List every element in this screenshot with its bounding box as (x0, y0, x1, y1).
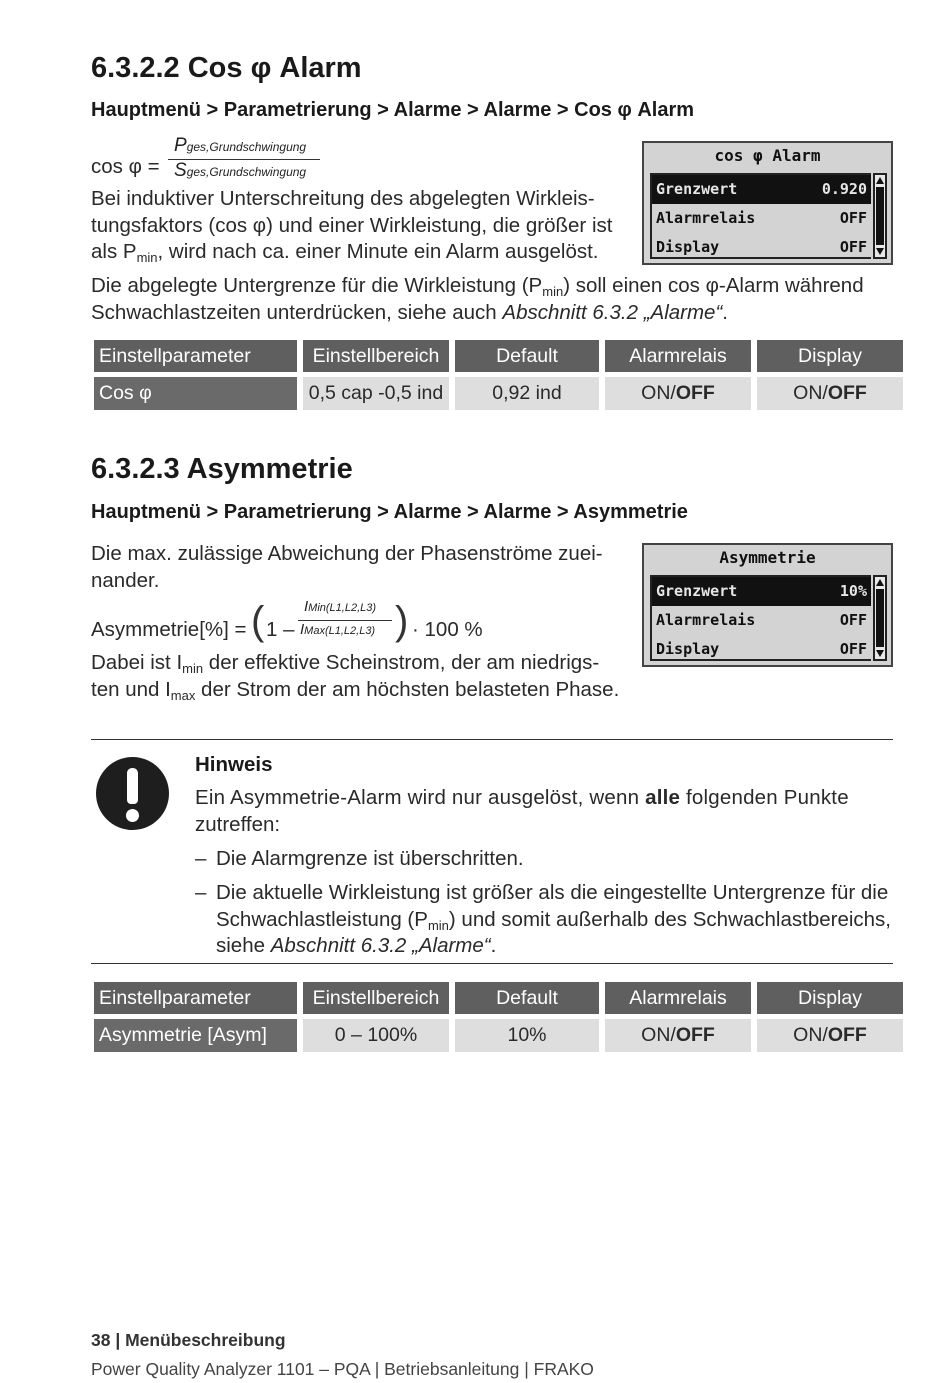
lcd-title: cos φ Alarm (714, 146, 821, 165)
col-header: Default (455, 982, 599, 1014)
text-span: ON/ (641, 382, 676, 404)
lcd-value: OFF (839, 640, 867, 658)
col-header: Einstellbereich (303, 340, 449, 372)
arrow-down-icon (876, 248, 884, 255)
cell-default: 10% (455, 1019, 599, 1052)
cell-range: 0 – 100% (303, 1019, 449, 1052)
note-text (195, 785, 895, 838)
text-line (216, 907, 896, 934)
text-line (91, 273, 896, 300)
col-header: Einstellparameter (94, 982, 297, 1014)
text-line (195, 785, 895, 812)
note-title: Hinweis (195, 753, 273, 776)
lcd-screen-asymmetrie (642, 543, 893, 667)
breadcrumb: Hauptmenü > Parametrierung > Alarme > Alarme > Cos φ Alarm (91, 99, 695, 121)
subscript: min (182, 661, 204, 676)
arrow-up-icon (876, 177, 884, 184)
lcd-label: Alarmrelais (656, 611, 756, 629)
text-span: OFF (827, 1024, 867, 1046)
text-span: OFF (675, 382, 715, 404)
text-span: . (722, 300, 728, 324)
cell-default: 0,92 ind (455, 377, 599, 410)
formula-denominator-sub: Max(L1,L2,L3) (304, 625, 376, 637)
text-span: Ein Asymmetrie-Alarm wird nur ausgelöst, wenn (195, 786, 646, 809)
text-line: nander. (91, 568, 160, 592)
text-span: der Strom der am höchsten belasteten Phase. (195, 677, 620, 701)
lcd-label: Grenzwert (656, 582, 738, 600)
lcd-value: OFF (839, 209, 867, 227)
formula-numerator: I (304, 598, 309, 615)
lcd-menu (650, 173, 871, 259)
lcd-row-alarmrelais (652, 606, 871, 635)
lcd-value: OFF (839, 611, 867, 629)
text-span: ON/ (793, 382, 828, 404)
formula-one-minus: 1 – (266, 618, 295, 641)
paragraph-asym-2 (91, 650, 651, 703)
col-header: Display (757, 982, 903, 1014)
text-span: folgenden Punkte (680, 786, 849, 809)
divider (91, 963, 893, 964)
text-span: ) und somit außerhalb des Schwachlastbereichs, (448, 907, 892, 931)
text-span: ON/ (641, 1024, 676, 1046)
text-line: Bei induktiver Unterschreitung des abgelegten Wirkleis- (91, 187, 595, 210)
col-header: Einstellbereich (303, 982, 449, 1014)
formula-numerator: P (174, 135, 187, 156)
list-bullet: – (195, 881, 207, 904)
cell-relay (605, 377, 751, 410)
lcd-value: 0.920 (821, 180, 867, 198)
lcd-label: Display (656, 238, 720, 256)
text-span: Die abgelegte Untergrenze für die Wirkleistung (P (91, 274, 543, 297)
subscript: min (542, 284, 564, 299)
lcd-row-alarmrelais (652, 204, 871, 233)
text-span: Schwachlastzeiten unterdrücken, siehe auch (91, 300, 503, 324)
arrow-up-icon (876, 579, 884, 586)
parameter-table-cos-phi (88, 340, 909, 410)
exclamation-icon (96, 757, 169, 830)
text-span: siehe (216, 934, 271, 957)
col-header: Default (455, 340, 599, 372)
text-line: zutreffen: (195, 812, 281, 836)
lcd-row-display (652, 233, 871, 262)
lcd-value: OFF (839, 238, 867, 256)
text-line (91, 650, 651, 677)
cell-display (757, 1019, 903, 1052)
text-line: Die aktuelle Wirkleistung ist größer als die eingestellte Untergrenze für die (216, 881, 889, 904)
text-span: OFF (827, 382, 867, 404)
lcd-scrollbar (873, 173, 887, 259)
list-item: Die Alarmgrenze ist überschritten. (216, 847, 524, 870)
lcd-scrollbar (873, 575, 887, 661)
lcd-menu (650, 575, 871, 661)
cell-display (757, 377, 903, 410)
breadcrumb: Hauptmenü > Parametrierung > Alarme > Alarme > Asymmetrie (91, 501, 688, 523)
lcd-row-grenzwert (652, 577, 871, 606)
cell-param: Asymmetrie [Asym] (94, 1019, 297, 1052)
subscript: min (427, 917, 449, 933)
lcd-screen-cos-phi (642, 141, 893, 265)
formula-rhs: · 100 % (412, 618, 483, 641)
cross-reference: Abschnitt 6.3.2 „Alarme“ (270, 934, 491, 957)
paragraph-asym-1 (91, 541, 631, 594)
lcd-label: Alarmrelais (656, 209, 756, 227)
cross-reference: Abschnitt 6.3.2 „Alarme“ (502, 300, 723, 324)
col-header: Alarmrelais (605, 982, 751, 1014)
subscript: max (170, 687, 196, 703)
text-line (91, 300, 896, 327)
list-bullet: – (195, 847, 207, 870)
lcd-row-display (652, 635, 871, 664)
lcd-value: 10% (839, 582, 867, 600)
scroll-thumb (876, 589, 884, 647)
lcd-label: Grenzwert (656, 180, 738, 198)
formula-lhs: cos φ = (91, 155, 160, 178)
text-span: ten und I (91, 677, 171, 701)
formula-numerator-sub: ges,Grundschwingung (186, 140, 307, 154)
lcd-title: Asymmetrie (719, 548, 816, 567)
text-span: OFF (675, 1024, 715, 1046)
text-line: tungsfaktors (cos φ) und einer Wirkleistung, die größer ist (91, 213, 613, 237)
cell-param: Cos φ (94, 377, 297, 410)
text-line: Die max. zulässige Abweichung der Phasenströme zuei- (91, 542, 603, 565)
text-span: alle (645, 786, 681, 809)
text-span: ) soll einen cos φ-Alarm während (563, 274, 864, 297)
text-span: ON/ (793, 1024, 828, 1046)
paragraph-cos-phi-2 (91, 273, 896, 326)
text-span: Dabei ist I (91, 651, 183, 674)
formula-denominator: I (300, 621, 305, 638)
col-header: Einstellparameter (94, 340, 297, 372)
section-heading-cos-phi: 6.3.2.2 Cos φ Alarm (91, 52, 362, 84)
formula-denominator-sub: ges,Grundschwingung (186, 165, 307, 179)
text-line (91, 239, 631, 266)
cell-range: 0,5 cap -0,5 ind (303, 377, 449, 410)
formula-fraction (298, 598, 392, 643)
divider (91, 739, 893, 740)
text-span: . (490, 934, 497, 957)
section-heading-asymmetrie: 6.3.2.3 Asymmetrie (91, 453, 353, 485)
col-header: Alarmrelais (605, 340, 751, 372)
text-span: Schwachlastleistung (P (216, 907, 428, 931)
paren-right: ) (395, 599, 409, 643)
text-span: als P (91, 240, 137, 263)
text-span: der effektive Scheinstrom, der am niedrigs- (203, 651, 600, 674)
footer-page: 38 | Menübeschreibung (91, 1330, 286, 1350)
table-row (94, 1019, 903, 1052)
formula-numerator-sub: Min(L1,L2,L3) (308, 602, 377, 614)
text-line (91, 677, 651, 704)
footer-doc: Power Quality Analyzer 1101 – PQA | Betriebsanleitung | FRAKO (91, 1359, 594, 1379)
arrow-down-icon (876, 650, 884, 657)
formula-fraction (168, 135, 320, 182)
formula-denominator: S (174, 160, 187, 181)
table-row (94, 377, 903, 410)
subscript: min (136, 250, 158, 265)
text-span: , wird nach ca. einer Minute ein Alarm ausgelöst. (157, 240, 599, 263)
lcd-label: Display (656, 640, 720, 658)
paren-left: ( (251, 599, 265, 643)
list-item (216, 880, 896, 960)
cell-relay (605, 1019, 751, 1052)
col-header: Display (757, 340, 903, 372)
formula-lhs: Asymmetrie[%] = (91, 618, 247, 641)
paragraph-cos-phi-1 (91, 186, 631, 266)
scroll-thumb (876, 187, 884, 245)
text-line (216, 933, 896, 960)
parameter-table-asymmetrie (88, 982, 909, 1052)
lcd-row-grenzwert (652, 175, 871, 204)
